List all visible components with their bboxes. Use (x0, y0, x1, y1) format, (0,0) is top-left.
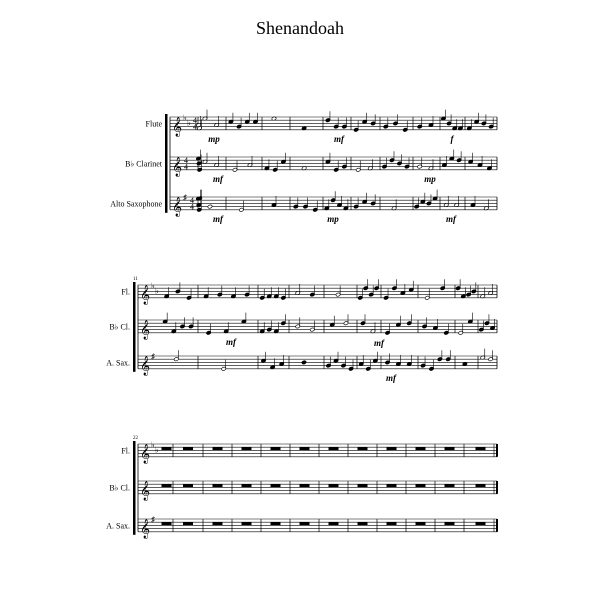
staff-3 (170, 190, 497, 217)
whole-rest (213, 522, 223, 525)
whole-rest (183, 447, 193, 450)
whole-rest (242, 447, 252, 450)
whole-rest (329, 522, 339, 525)
whole-rest (329, 447, 339, 450)
dynamic-marking: mp (424, 174, 436, 184)
whole-rest (445, 484, 455, 487)
staff-2 (170, 150, 497, 177)
whole-rest (162, 447, 172, 450)
flat-icon: ♭ (183, 113, 187, 123)
whole-rest (329, 484, 339, 487)
staff-2 (138, 481, 497, 501)
measure-number: 22 (133, 436, 138, 441)
dynamic-marking: mf (226, 337, 236, 347)
whole-rest (476, 522, 486, 525)
whole-rest (476, 447, 486, 450)
whole-rest (271, 484, 281, 487)
system-bracket (133, 282, 136, 372)
sharp-icon: ♯ (151, 515, 155, 524)
treble-clef-icon: 𝄞 (172, 196, 183, 217)
flat-icon: ♭ (155, 286, 159, 296)
instrument-name: Alto Saxophone (110, 199, 162, 209)
instrument-name: Flute (145, 119, 162, 129)
instrument-name: Fl. (121, 287, 130, 297)
treble-clef-icon: 𝄞 (172, 156, 183, 177)
whole-rest (242, 484, 252, 487)
flat-icon: ♭ (151, 440, 155, 450)
system-bracket (165, 114, 168, 213)
whole-rest (387, 484, 397, 487)
staff-1 (170, 110, 497, 137)
instrument-name: B♭ Cl. (109, 483, 130, 493)
instrument-name: A. Sax. (106, 521, 130, 531)
whole-rest (416, 447, 426, 450)
treble-clef-icon: 𝄞 (140, 319, 151, 340)
treble-clef-icon: 𝄞 (140, 480, 151, 501)
whole-rest (416, 484, 426, 487)
whole-rest (358, 522, 368, 525)
time-signature-top: 4 (193, 115, 197, 125)
dynamic-marking: mf (374, 338, 384, 348)
whole-rest (213, 447, 223, 450)
staff-2 (138, 313, 497, 340)
whole-rest (271, 447, 281, 450)
sharp-icon: ♯ (183, 193, 187, 202)
whole-rest (416, 522, 426, 525)
treble-clef-icon: 𝄞 (140, 443, 151, 464)
dynamic-marking: mp (208, 134, 220, 144)
quarter-note (301, 360, 306, 365)
staff-1 (138, 279, 497, 305)
whole-rest (271, 522, 281, 525)
score-title: Shenandoah (256, 18, 344, 38)
whole-rest (300, 447, 310, 450)
whole-rest (358, 484, 368, 487)
whole-rest (183, 522, 193, 525)
staff-1 (138, 444, 497, 464)
time-signature-bottom: 4 (190, 202, 194, 212)
whole-rest (183, 484, 193, 487)
dynamic-marking: f (450, 134, 454, 144)
time-signature-bottom: 4 (193, 122, 197, 132)
flat-icon: ♭ (187, 118, 191, 128)
dynamic-marking: mf (446, 214, 456, 224)
flat-icon: ♭ (155, 445, 159, 455)
system-3 (133, 441, 497, 539)
instrument-name: B♭ Clarinet (125, 159, 162, 169)
instrument-name: B♭ Cl. (109, 322, 130, 332)
whole-rest (213, 484, 223, 487)
dynamic-marking: mf (386, 373, 396, 383)
dynamic-marking: mf (213, 214, 223, 224)
treble-clef-icon: 𝄞 (140, 355, 151, 376)
whole-rest (445, 447, 455, 450)
whole-rest (300, 484, 310, 487)
whole-rest (476, 484, 486, 487)
time-signature-top: 4 (184, 155, 188, 165)
measure-number: 11 (133, 277, 138, 282)
half-note (207, 204, 212, 209)
whole-rest (387, 522, 397, 525)
time-signature-top: 4 (190, 195, 194, 205)
time-signature-bottom: 4 (184, 162, 188, 172)
staff-3 (138, 519, 497, 539)
whole-rest (445, 522, 455, 525)
whole-rest (162, 484, 172, 487)
system-2 (133, 279, 497, 376)
dynamic-marking: mf (213, 174, 223, 184)
staff-3 (138, 349, 497, 376)
system-1 (165, 110, 497, 217)
whole-rest (300, 522, 310, 525)
treble-clef-icon: 𝄞 (140, 284, 151, 305)
dynamic-marking: mp (327, 214, 339, 224)
flat-icon: ♭ (151, 281, 155, 291)
whole-rest (242, 522, 252, 525)
system-bracket (133, 441, 136, 535)
instrument-name: Fl. (121, 446, 130, 456)
treble-clef-icon: 𝄞 (172, 116, 183, 137)
instrument-name: A. Sax. (106, 358, 130, 368)
whole-rest (162, 522, 172, 525)
whole-rest (387, 447, 397, 450)
sharp-icon: ♯ (151, 352, 155, 361)
dynamic-marking: mf (334, 134, 344, 144)
treble-clef-icon: 𝄞 (140, 518, 151, 539)
whole-rest (358, 447, 368, 450)
